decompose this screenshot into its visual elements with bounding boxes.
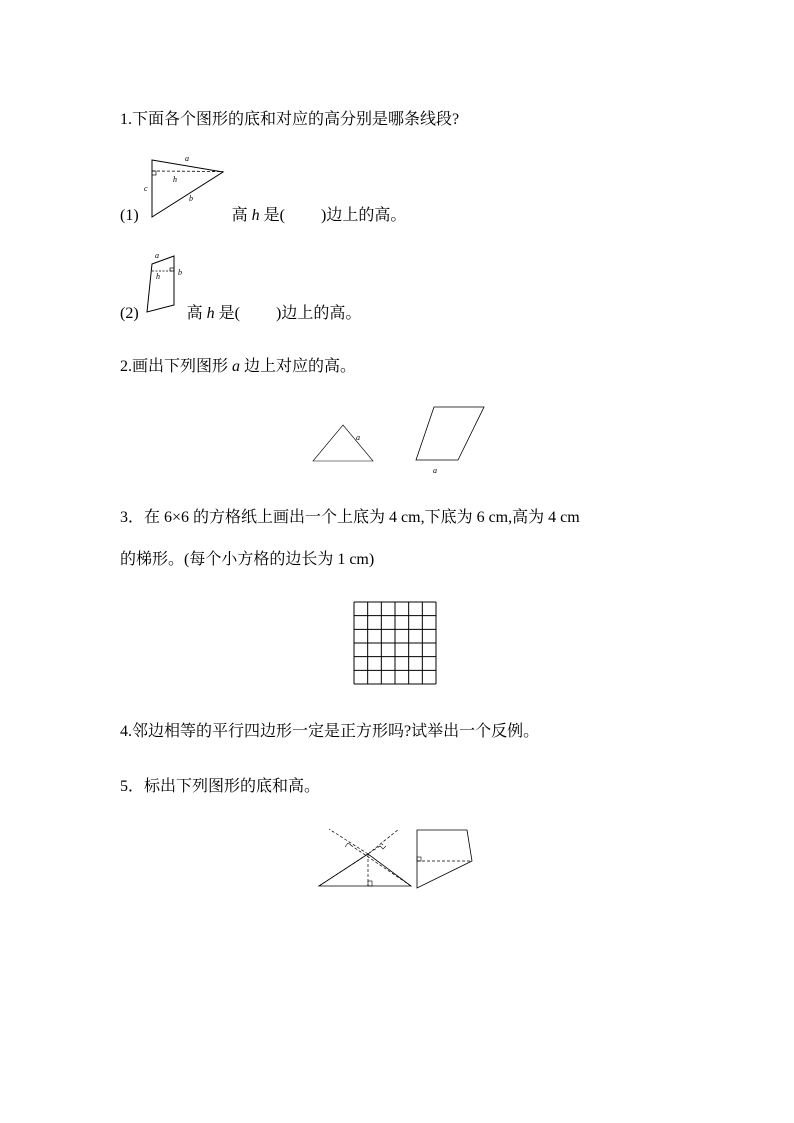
parallelogram-shape <box>416 407 484 460</box>
right-angle-mark-left <box>345 843 351 847</box>
right-angle-mark-right <box>380 846 386 849</box>
label-a: a <box>433 466 437 475</box>
q1-part1-number: (1) <box>120 207 139 224</box>
q2-title <box>120 357 356 377</box>
q2-triangle-figure[interactable] <box>310 420 380 465</box>
q3-line2: 的梯形。(每个小方格的边长为 1 cm) <box>120 551 375 568</box>
q5-trapezoid-figure[interactable] <box>412 826 477 890</box>
q2-parallelogram-figure[interactable] <box>412 403 492 478</box>
extension-dashed-line-right <box>368 829 399 854</box>
height-dashed-line-1 <box>349 844 411 886</box>
q1-part1-pre: 高 <box>231 207 252 224</box>
q1-part2-mid: 是( <box>214 305 241 322</box>
right-angle-mark <box>170 268 174 271</box>
q1-title: 1.下面各个图形的底和对应的高分别是哪条线段? <box>120 111 460 128</box>
q5-triangle-figure[interactable] <box>315 826 415 890</box>
q1-part1-h: h <box>251 207 260 224</box>
q2-title-a: a <box>232 358 241 375</box>
q5-text: 5．标出下列图形的底和高。 <box>120 778 321 795</box>
q1-part1-line <box>120 206 406 226</box>
extension-dashed-line-left <box>329 829 368 854</box>
q3-line1: 3．在 6×6 的方格纸上画出一个上底为 4 cm,下底为 6 cm,高为 4 cm <box>120 509 580 526</box>
trapezoid-shape <box>417 830 472 888</box>
q3-grid-paper[interactable] <box>352 600 438 686</box>
q2-title-pre: 2.画出下列图形 <box>120 358 233 375</box>
q1-part2-pre: 高 <box>186 305 207 322</box>
label-a: a <box>155 251 159 260</box>
q1-part2-line <box>120 304 361 324</box>
q1-part2-h: h <box>206 305 215 322</box>
triangle-shape <box>313 425 373 461</box>
q4-text: 4.邻边相等的平行四边形一定是正方形吗?试举出一个反例。 <box>120 723 540 740</box>
right-angle-mark <box>417 857 421 861</box>
q1-part1-post: )边上的高。 <box>321 207 407 224</box>
label-a: a <box>185 154 189 163</box>
q1-part2-number: (2) <box>120 305 139 322</box>
label-c: c <box>144 184 148 193</box>
label-b: b <box>189 194 193 203</box>
q1-part1-mid: 是( <box>259 207 286 224</box>
right-angle-mark <box>152 171 156 175</box>
triangle-shape <box>319 854 411 886</box>
label-h: h <box>156 272 160 281</box>
label-b: b <box>178 268 182 277</box>
q1-part2-post: )边上的高。 <box>276 305 362 322</box>
right-angle-mark-bottom <box>368 881 372 886</box>
height-dashed-line <box>152 171 223 172</box>
label-h: h <box>173 175 177 184</box>
label-a: a <box>356 433 360 442</box>
q2-title-post: 边上对应的高。 <box>240 358 357 375</box>
